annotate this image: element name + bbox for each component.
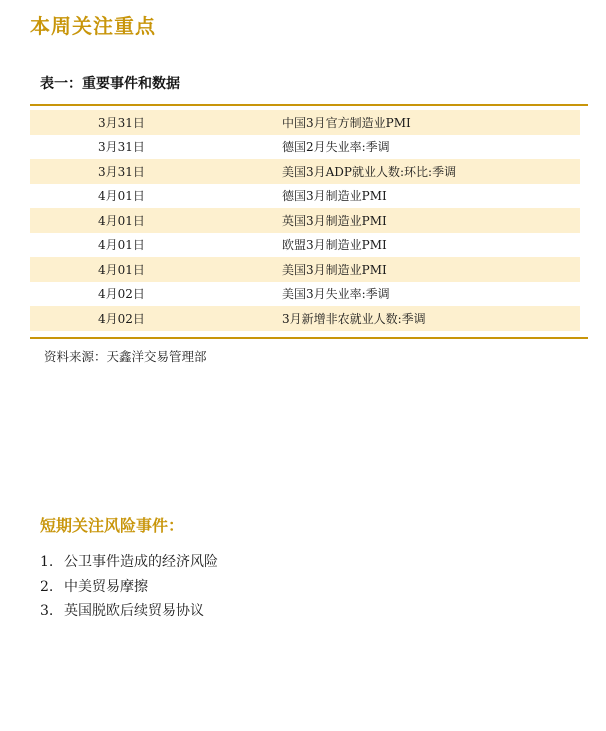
- risk-list: [40, 550, 218, 624]
- event-date: 4月01日: [98, 213, 145, 228]
- list-item: [40, 550, 218, 575]
- table-row: [30, 159, 580, 184]
- table-row: [30, 184, 580, 209]
- table-bottom-rule: [30, 337, 588, 339]
- event-date: 4月01日: [98, 262, 145, 277]
- event-date: 4月01日: [98, 189, 145, 204]
- table-top-rule: [30, 104, 588, 106]
- list-item-text: 中美贸易摩擦: [64, 578, 148, 595]
- list-item: [40, 575, 218, 600]
- list-item: [40, 599, 218, 624]
- table-row: [30, 135, 580, 160]
- event-date: 3月31日: [98, 115, 145, 130]
- event-name: 欧盟3月制造业PMI: [282, 238, 387, 253]
- risk-section-title: 短期关注风险事件：: [40, 516, 185, 535]
- table-source: 资料来源：天鑫洋交易管理部: [44, 349, 207, 364]
- event-name: 美国3月制造业PMI: [282, 262, 387, 277]
- event-name: 德国2月失业率:季调: [282, 140, 390, 155]
- event-date: 3月31日: [98, 164, 145, 179]
- event-name: 3月新增非农就业人数:季调: [282, 311, 426, 326]
- table-row: [30, 208, 580, 233]
- events-table: [30, 110, 580, 331]
- event-date: 4月02日: [98, 311, 145, 326]
- event-name: 德国3月制造业PMI: [282, 189, 387, 204]
- list-item-text: 公卫事件造成的经济风险: [64, 554, 218, 570]
- event-name: 中国3月官方制造业PMI: [282, 115, 411, 130]
- event-name: 美国3月失业率:季调: [282, 287, 390, 302]
- event-date: 3月31日: [98, 140, 145, 155]
- table-row: [30, 233, 580, 258]
- table-row: [30, 306, 580, 331]
- table-row: [30, 257, 580, 282]
- event-date: 4月01日: [98, 238, 145, 253]
- list-item-number: 1.: [40, 554, 54, 570]
- event-name: 英国3月制造业PMI: [282, 213, 387, 228]
- list-item-text: 英国脱欧后续贸易协议: [64, 603, 204, 619]
- event-name: 美国3月ADP就业人数:环比:季调: [282, 164, 457, 179]
- page-title: 本周关注重点: [30, 14, 156, 38]
- table-row: [30, 110, 580, 135]
- table-row: [30, 282, 580, 307]
- table-title: 表一：重要事件和数据: [40, 76, 180, 92]
- list-item-number: 2.: [40, 578, 54, 595]
- event-date: 4月02日: [98, 287, 145, 302]
- list-item-number: 3.: [40, 603, 54, 619]
